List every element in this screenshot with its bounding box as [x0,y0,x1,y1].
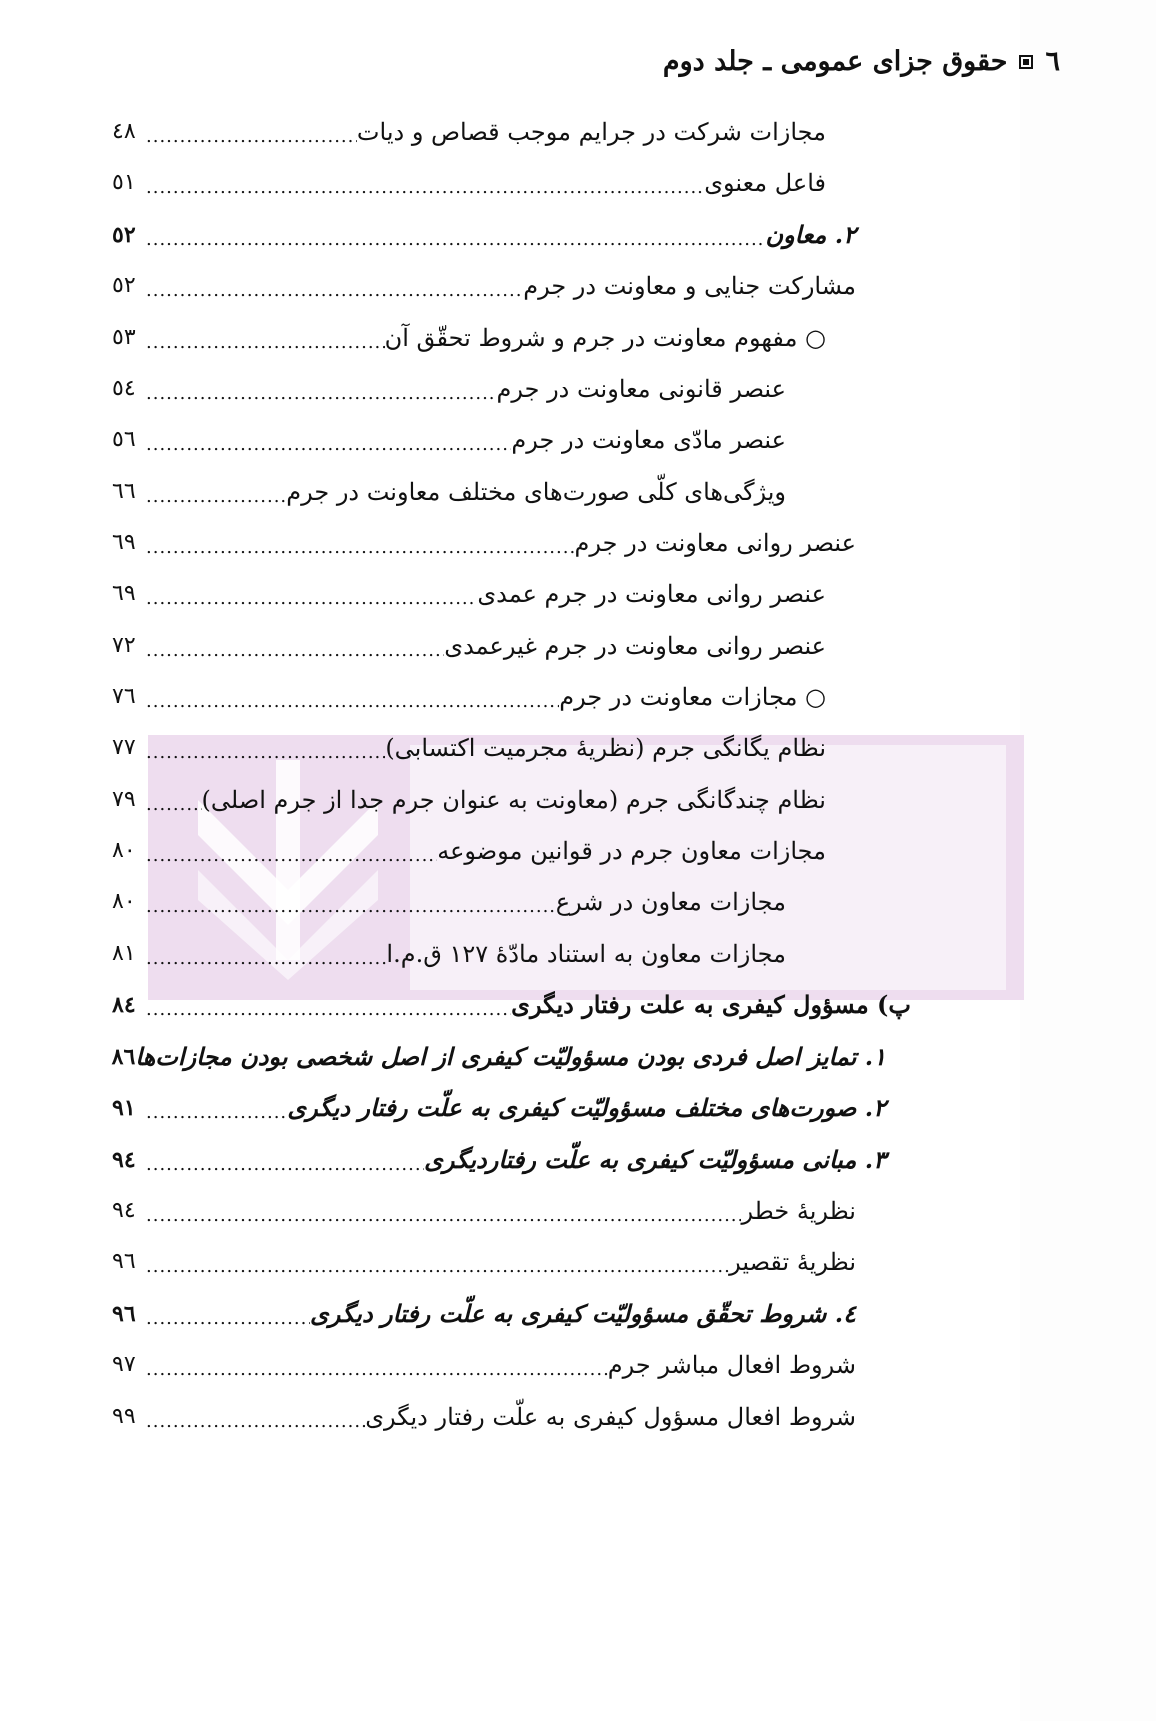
toc-entry-title: فاعل معنوی [704,169,826,197]
toc-entry-page: ٦٦ [112,479,136,504]
toc-entry-title: عنصر قانونی معاونت در جرم [496,375,786,403]
dot-leader [146,636,444,666]
toc-entry-page: ٥٦ [112,427,136,452]
toc-entry-page: ۷۹ [112,787,136,812]
dot-leader [146,122,357,152]
toc-entry-title: مجازات شرکت در جرایم موجب قصاص و دیات [356,118,826,146]
toc-entry[interactable] [112,728,826,768]
toc-entry[interactable] [112,1294,856,1334]
toc-entry-page: ۸٦ [111,1044,136,1070]
dot-leader [146,379,497,409]
toc-entry-title: ○ مفهوم معاونت در جرم و شروط تحقّق آن [384,324,826,352]
dot-leader [146,687,559,717]
dot-leader [146,1355,608,1385]
toc-entry-title: نظریهٔ خطر [741,1197,856,1225]
toc-entry-title: مجازات معاون به استناد مادّهٔ ۱۲۷ ق.م.ا [386,940,786,968]
toc-entry-page: ۷۲ [112,633,136,658]
toc-entry-title: ۱. تمایز اصل فردی بودن مسؤولیّت کیفری از اصل شخصی بودن مجازات‌ها [135,1042,886,1071]
dot-leader [146,944,386,974]
toc-entry-page: ۷٦ [112,684,136,709]
toc-entry-title: شروط افعال مسؤول کیفری به علّت رفتار دیگری [365,1403,856,1431]
toc-entry[interactable] [112,420,786,460]
toc-entry-page: ۷۷ [112,735,136,760]
toc-entry-page: ۹۷ [112,1352,136,1377]
dot-leader [146,1098,287,1128]
toc-entry[interactable] [112,215,856,255]
toc-entry-title: ٤. شروط تحقّق مسؤولیّت کیفری به علّت رفتار دیگری [310,1299,856,1328]
toc-entry-page: ٥٤ [112,376,136,401]
dot-leader [146,1304,310,1334]
dot-leader [146,173,704,203]
toc-entry-title: مجازات معاون در شرع [555,888,786,916]
toc-entry-page: ۸۰ [112,889,136,914]
toc-entry[interactable] [112,523,856,563]
toc-entry-page: ۹٤ [112,1147,136,1173]
toc-entry-title: مجازات معاون جرم در قوانین موضوعه [437,837,826,865]
toc-entry[interactable] [112,985,911,1025]
running-title: حقوق جزای عمومی ـ جلد دوم [662,46,1008,77]
toc-entry-title: عنصر مادّی معاونت در جرم [511,426,786,454]
dot-leader [146,738,385,768]
toc-entry-title: ۲. معاون [765,220,856,249]
toc-entry-page: ٦٩ [112,581,136,606]
toc-entry-title: پ) مسؤول کیفری به علت رفتار دیگری [511,990,911,1019]
square-bullet-icon [1019,55,1033,69]
toc-entry-title: ○ مجازات معاونت در جرم [559,683,826,711]
dot-leader [146,1150,424,1180]
toc-entry-title: مشارکت جنایی و معاونت در جرم [523,272,856,300]
dot-leader [146,1201,741,1231]
toc-entry[interactable] [112,626,826,666]
dot-leader [146,1407,365,1437]
page-number: ٦ [1045,46,1060,77]
toc-entry-page: ۸۱ [112,941,136,966]
toc-entry[interactable] [112,318,826,358]
toc-entry-page: ۹٦ [112,1249,136,1274]
dot-leader [146,1252,729,1282]
dot-leader [146,995,511,1025]
toc-entry[interactable] [112,369,786,409]
toc-entry[interactable] [112,112,826,152]
dot-leader [146,790,202,820]
toc-entry-title: نظام چندگانگی جرم (معاونت به عنوان جرم جدا از جرم اصلی) [201,786,826,814]
dot-leader [146,225,765,255]
dot-leader [146,533,575,563]
toc-entry[interactable] [112,780,826,820]
dot-leader [146,276,523,306]
dot-leader [146,328,385,358]
toc-entry-title: نظام یگانگی جرم (نظریهٔ مجرمیت اکتسابی) [385,734,826,762]
toc-entry-page: ٦٩ [112,530,136,555]
toc-entry-page: ۹٦ [112,1301,136,1327]
toc-entry-title: عنصر روانی معاونت در جرم غیرعمدی [444,632,826,660]
page-edge [1020,0,1156,1721]
toc-entry-page: ٥٢ [112,222,136,248]
toc-entry-title: ۲. صورت‌های مختلف مسؤولیّت کیفری به علّت رفتار دیگری [287,1093,886,1122]
toc-entry-page: ٤٨ [112,119,136,144]
toc-entry[interactable] [112,1088,886,1128]
toc-entry[interactable] [112,677,826,717]
running-header [663,46,1060,77]
toc-entry-page: ۹۹ [112,1404,136,1429]
toc-entry[interactable] [112,1191,856,1231]
toc-entry[interactable] [112,831,826,871]
toc-entry[interactable] [112,934,786,974]
toc-entry-page: ۹٤ [112,1198,136,1223]
toc-entry-page: ۸٤ [112,992,136,1018]
toc-entry[interactable] [112,1140,886,1180]
dot-leader [146,892,556,922]
toc-entry[interactable] [112,472,786,512]
toc-entry-page: ۸۰ [112,838,136,863]
toc-entry-title: ویژگی‌های کلّی صورت‌های مختلف معاونت در جرم [286,478,786,506]
toc-entry-title: عنصر روانی معاونت در جرم عمدی [477,580,826,608]
toc-entry-page: ٥٢ [112,273,136,298]
toc-entry[interactable] [112,574,826,614]
toc-entry-page: ٥١ [112,170,136,195]
toc-entry[interactable] [112,163,826,203]
dot-leader [146,584,477,614]
toc-entry-title: ۳. مبانی مسؤولیّت کیفری به علّت رفتاردیگری [424,1145,886,1174]
toc-entry-page: ٥٣ [112,325,136,350]
toc-entry[interactable] [112,1397,856,1437]
toc-entry-title: عنصر روانی معاونت در جرم [574,529,856,557]
dot-leader [146,430,511,460]
dot-leader [146,841,437,871]
toc-entry[interactable] [112,1037,886,1077]
toc-entry-page: ۹۱ [112,1095,136,1121]
toc-entry-title: شروط افعال مباشر جرم [607,1351,856,1379]
toc-entry-title: نظریهٔ تقصیر [729,1248,856,1276]
toc-entry[interactable] [112,1242,856,1282]
toc-entry[interactable] [112,266,856,306]
toc-entry[interactable] [112,882,786,922]
dot-leader [146,482,286,512]
toc-entry[interactable] [112,1345,856,1385]
